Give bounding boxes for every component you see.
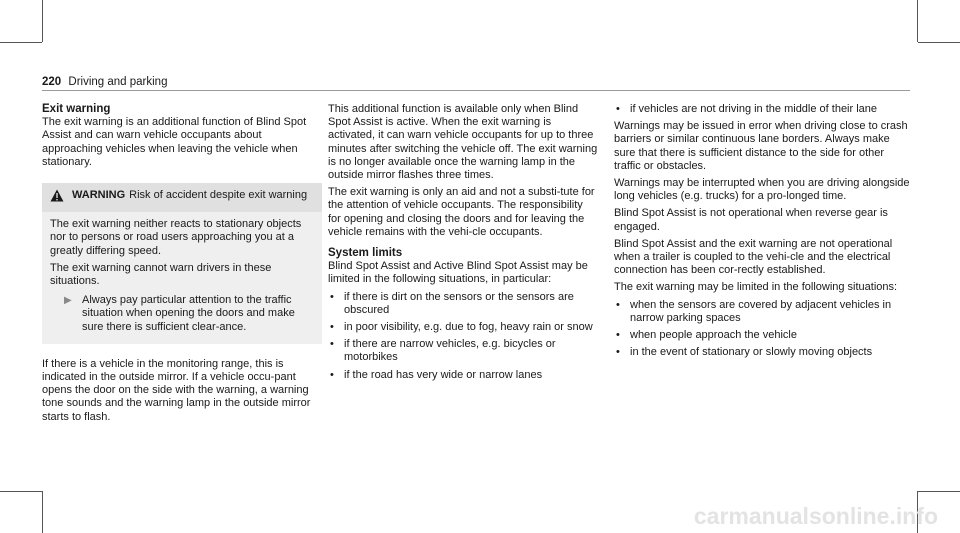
crop-mark <box>918 491 960 492</box>
list-item-text: in poor visibility, e.g. due to fog, heavy rain or snow <box>344 321 593 334</box>
warning-action-text: Always pay particular attention to the traffic situation when opening the doors and make sure there is sufficient clear-ance. <box>82 294 295 333</box>
warning-triangle-icon <box>50 189 72 206</box>
limits-paragraph: Warnings may be issued in error when driving close to crash barriers or similar continuous lane borders. Always make sure that there is sufficient distance to the side for other traffic or obstacles. <box>614 120 908 172</box>
limits-paragraph: Blind Spot Assist and the exit warning are not operational when a trailer is coupled to the vehi-cle and the electrical connection has been cor-rectly established. <box>614 237 893 277</box>
bullet-icon: • <box>330 290 334 303</box>
list-item <box>614 329 910 342</box>
warning-action <box>50 294 314 334</box>
warning-paragraph: The exit warning cannot warn drivers in these situations. <box>50 261 272 288</box>
header-rule <box>42 90 910 91</box>
watermark: carmanualsonline.info <box>693 503 938 529</box>
list-item-text: if vehicles are not driving in the middle of their lane <box>630 103 878 115</box>
list-item-text: if there is dirt on the sensors or the sensors are obscured <box>344 290 574 316</box>
limits-paragraph: Blind Spot Assist is not operational when reverse gear is engaged. <box>614 207 888 233</box>
warning-box <box>42 183 322 344</box>
page-header <box>42 76 322 88</box>
warning-summary: Risk of accident despite exit warning <box>129 189 308 202</box>
crop-mark <box>917 0 918 42</box>
warning-paragraph: The exit warning neither reacts to stationary objects nor to persons or road users approaching you at a greatly differing speed. <box>50 218 302 257</box>
list-item <box>614 346 910 359</box>
crop-mark <box>42 0 43 42</box>
list-item-text: in the event of stationary or slowly moving objects <box>630 346 873 359</box>
warning-title: WARNING <box>72 189 126 202</box>
list-item-text: if the road has very wide or narrow lanes <box>344 368 543 381</box>
exit-warning-limits-list <box>614 299 910 360</box>
bullet-icon: • <box>616 298 620 311</box>
system-limits-intro: Blind Spot Assist and Active Blind Spot Assist may be limited in the following situations, in particular: <box>328 260 588 286</box>
warning-body <box>50 212 314 334</box>
monitoring-paragraph: If there is a vehicle in the monitoring range, this is indicated in the outside mirror. If a vehicle occu-pant opens the door on the side with the warning, a warning tone sounds and the warning lamp in the outside mirror starts to flash. <box>42 357 311 423</box>
column-middle <box>328 103 598 386</box>
limits-paragraph: Warnings may be interrupted when you are driving alongside long vehicles (e.g. trucks) for a pro-longed time. <box>614 177 910 203</box>
page-number: 220 <box>42 76 62 88</box>
continued-list <box>614 103 910 116</box>
warning-header-text <box>72 189 307 206</box>
crop-mark <box>918 42 960 43</box>
system-limits-heading: System limits <box>328 247 403 260</box>
section-title: Driving and parking <box>68 76 168 88</box>
play-arrow-icon: ▶ <box>64 295 72 307</box>
limits-paragraph: The exit warning may be limited in the following situations: <box>614 281 898 294</box>
list-item <box>328 321 598 334</box>
bullet-icon: • <box>330 321 334 334</box>
function-paragraph: This additional function is available only when Blind Spot Assist is active. When the exit warning is activated, it can warn vehicle occupants for up to three minutes after switching the vehicle off. The exit warning is no longer available once the warning lamp in the outside mirror flashes three times. <box>328 103 598 182</box>
list-item <box>328 338 598 364</box>
column-left <box>42 103 322 428</box>
bullet-icon: • <box>616 103 620 115</box>
exit-warning-heading: Exit warning <box>42 103 111 115</box>
bullet-icon: • <box>330 368 334 381</box>
bullet-icon: • <box>616 346 620 359</box>
list-item-text: if there are narrow vehicles, e.g. bicycles or motorbikes <box>344 338 556 364</box>
exit-warning-intro: The exit warning is an additional function of Blind Spot Assist and can warn vehicle occupants about approaching vehicles when leaving the vehicle when stationary. <box>42 116 307 168</box>
list-item <box>328 291 598 317</box>
list-item <box>328 369 598 382</box>
warning-header <box>42 183 322 212</box>
crop-mark <box>42 491 43 533</box>
list-item-text: when the sensors are covered by adjacent vehicles in narrow parking spaces <box>630 298 892 324</box>
crop-mark <box>0 491 42 492</box>
bullet-icon: • <box>616 329 620 342</box>
list-item <box>614 299 910 325</box>
system-limits-list <box>328 291 598 382</box>
column-right <box>614 103 910 363</box>
list-item-text: when people approach the vehicle <box>630 329 797 342</box>
function-paragraph: The exit warning is only an aid and not a substi-tute for the attention of vehicle occupants. The responsibility for opening and closing the doors and for leaving the vehicle remains with the vehi-cle occupants. <box>328 186 595 238</box>
crop-mark <box>0 42 42 43</box>
list-item <box>614 103 910 116</box>
bullet-icon: • <box>330 338 334 351</box>
